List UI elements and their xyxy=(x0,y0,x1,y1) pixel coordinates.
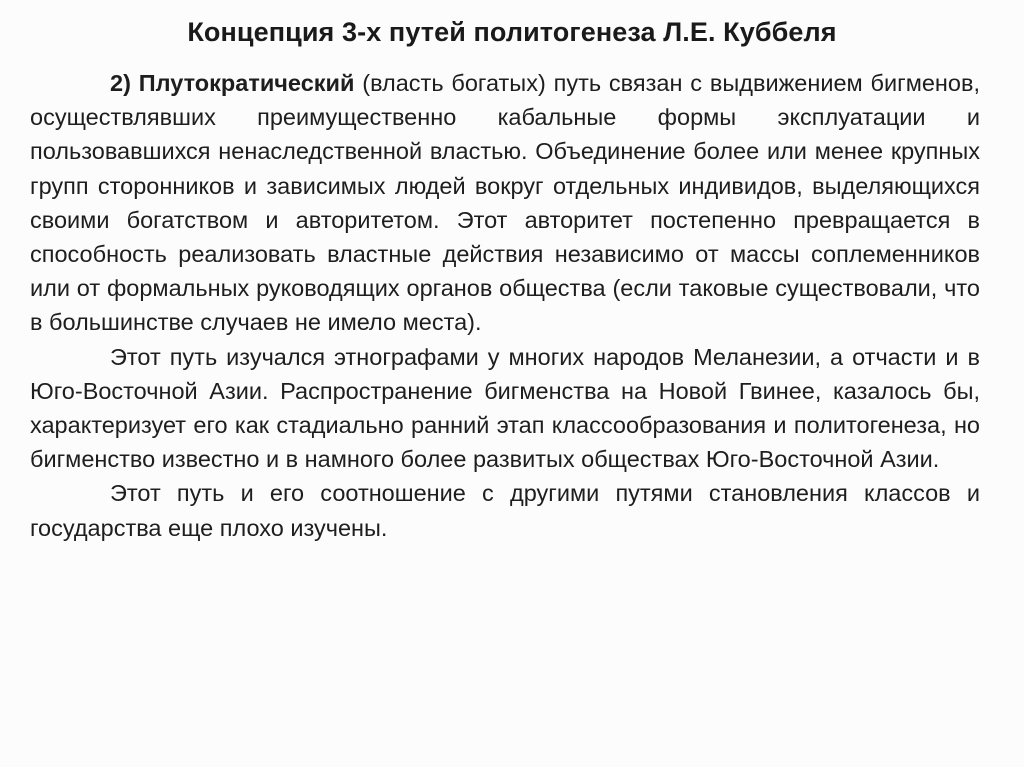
slide-title: Концепция 3-х путей политогенеза Л.Е. Куббеля xyxy=(187,17,837,47)
paragraph-melanesia xyxy=(30,340,980,477)
slide-body xyxy=(30,66,980,545)
paragraph-text: Этот путь и его соотношение с другими путями становления классов и государства еще плохо изучены. xyxy=(30,480,980,541)
paragraph-lead: 2) Плутократический xyxy=(110,70,355,96)
paragraph-conclusion xyxy=(30,476,980,544)
paragraph-text: Этот путь изучался этнографами у многих народов Меланезии, а отчасти и в Юго-Восточной Азии. Распространение бигменства на Новой Гвинее, казалось бы, характеризует его как стадиально ранний этап классообразования и политогенеза, но бигменство известно и в намного более развитых обществах Юго-Восточной Азии. xyxy=(30,343,980,473)
paragraph-text: (власть богатых) путь связан с выдвижением бигменов, осуществлявших преимущественно кабальные формы эксплуатации и пользовавшихся ненаследственной властью. Объединение более или менее крупных групп сторонников и зависимых людей вокруг отдельных индивидов, выделяющихся своими богатством и авторитетом. Этот авторитет постепенно превращается в способность реализовать властные действия независимо от массы соплеменников или от формальных руководящих органов общества (если таковые существовали, что в большинстве случаев не имело места). xyxy=(30,70,980,336)
paragraph-plutocratic xyxy=(30,66,980,340)
